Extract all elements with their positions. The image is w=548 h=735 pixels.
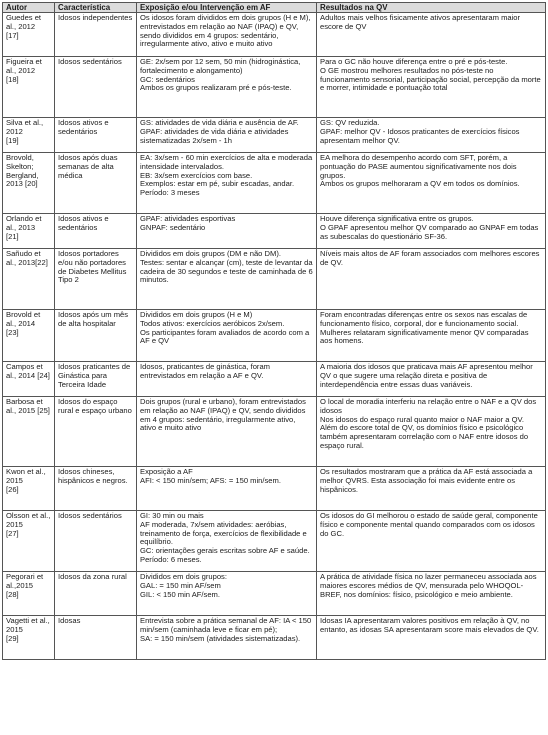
cell-caracteristica (55, 310, 137, 362)
cell-autor (3, 397, 55, 467)
cell-exposicao (137, 511, 317, 572)
cell-line: Orlando et al., 2013 (6, 214, 42, 232)
cell-resultados (317, 13, 546, 57)
cell-line: [29] (6, 633, 19, 643)
cell-exposicao (137, 214, 317, 249)
table-row (3, 153, 546, 214)
cell-resultados (317, 616, 546, 660)
cell-resultados (317, 572, 546, 616)
cell-line: Idosos da zona rural (58, 572, 127, 581)
cell-caracteristica (55, 118, 137, 153)
cell-line: GPAF: atividades de vida diária e atividades sistematizadas 2x/sem - 1h (140, 126, 289, 145)
cell-autor (3, 249, 55, 310)
cell-line: Silva et al., 2012 (6, 118, 44, 136)
cell-line: Divididos em dois grupos (DM e não DM). (140, 249, 281, 258)
table-row (3, 572, 546, 616)
cell-caracteristica (55, 57, 137, 118)
cell-line: Exemplos: estar em pé, subir escadas, andar. (140, 179, 295, 189)
cell-autor (3, 616, 55, 660)
cell-exposicao (137, 467, 317, 511)
cell-line: Foram encontradas diferenças entre os sexos nas escalas de funcionamento físico, corporal, dor e funcionamento social. Mulheres relataram significativamente menor QV comparadas aos homens. (320, 310, 529, 346)
cell-line: [21] (6, 231, 19, 241)
cell-resultados (317, 214, 546, 249)
cell-line: Guedes et al., 2012 (6, 13, 42, 31)
cell-resultados (317, 467, 546, 511)
cell-caracteristica (55, 616, 137, 660)
cell-line: Brovold, Skelton; Bergland, 2013 [20] (6, 153, 39, 189)
cell-autor (3, 13, 55, 57)
cell-line: [26] (6, 484, 19, 494)
cell-resultados (317, 118, 546, 153)
cell-line: [19] (6, 135, 19, 145)
cell-line: [27] (6, 528, 19, 538)
cell-line: Idosos ativos e sedentários (58, 118, 109, 136)
cell-line: GC: orientações gerais escritas sobre AF e saúde. Período: 6 meses. (140, 546, 310, 564)
table-body (3, 13, 546, 660)
cell-resultados (317, 57, 546, 118)
cell-line: Kwon et al., 2015 (6, 467, 46, 485)
cell-autor (3, 118, 55, 153)
cell-autor (3, 511, 55, 572)
table-row (3, 214, 546, 249)
table-row (3, 616, 546, 660)
cell-line: Os resultados mostraram que a prática da AF está associada a melhor QVRS. Esta associação foi mais evidente entre os hispânicos. (320, 467, 533, 494)
cell-line: EA: 3x/sem - 60 min exercícios de alta e moderada intensidade intervalados. (140, 153, 313, 171)
cell-line: Dois grupos (rural e urbano), foram entrevistados em relação ao NAF (IPAQ) e QV, sendo divididos em 4 grupos: sedentário, irregularmente ativo, ativo e muito ativo (140, 397, 306, 433)
cell-line: Idosos ativos e sedentários (58, 214, 109, 232)
cell-caracteristica (55, 572, 137, 616)
cell-line: GNPAF: sedentário (140, 222, 206, 232)
cell-exposicao (137, 572, 317, 616)
cell-line: [28] (6, 589, 19, 599)
table-row (3, 511, 546, 572)
cell-resultados (317, 310, 546, 362)
cell-line: Testes: sentar e alcançar (cm), teste de levantar da cadeira de 30 segundos e teste de caminhada de 6 minutos. (140, 257, 313, 285)
cell-line: Idosos independentes (58, 13, 133, 22)
cell-autor (3, 467, 55, 511)
cell-line: Níveis mais altos de AF foram associados com melhores escores de QV. (320, 249, 540, 267)
cell-exposicao (137, 362, 317, 397)
table-row (3, 118, 546, 153)
cell-line: Figueira et al., 2012 (6, 57, 42, 75)
cell-line: EA melhora do desempenho acordo com SFT, porém, a pontuação do PASE aumentou significativamente nos dois grupos. (320, 153, 517, 180)
header-exposicao: Exposição e/ou Intervenção em AF (137, 3, 317, 13)
cell-exposicao (137, 310, 317, 362)
cell-line: Idosos praticantes de Ginástica para Terceira Idade (58, 362, 131, 389)
cell-line: GE: 2x/sem por 12 sem, 50 min (hidroginástica, fortalecimento e alongamento) (140, 57, 301, 75)
cell-line: AF moderada, 7x/sem atividades: aeróbias, treinamento de força, exercícios de flexibilidade e equilíbrio. (140, 519, 307, 547)
cell-line: Nos idosos do espaço rural quanto maior o NAF maior a QV. (320, 414, 525, 424)
cell-line: GAL: = 150 min AF/sem (140, 580, 221, 590)
cell-line: EB: 3x/sem exercícios com base. (140, 170, 253, 180)
cell-line: Idosos após duas semanas de alta médica (58, 153, 118, 180)
cell-line: Idosos sedentários (58, 57, 122, 66)
cell-autor (3, 310, 55, 362)
cell-line: Vagetti et al., 2015 (6, 616, 50, 634)
cell-exposicao (137, 13, 317, 57)
cell-line: O local de moradia interferiu na relação entre o NAF e a QV dos idosos (320, 397, 537, 415)
table-row (3, 397, 546, 467)
cell-line: Idosos chineses, hispânicos e negros. (58, 467, 128, 485)
cell-line: Todos ativos: exercícios aeróbicos 2x/sem. (140, 318, 285, 328)
cell-exposicao (137, 57, 317, 118)
cell-caracteristica (55, 467, 137, 511)
cell-caracteristica (55, 362, 137, 397)
cell-caracteristica (55, 153, 137, 214)
studies-table (2, 2, 546, 660)
header-row (3, 3, 546, 13)
cell-line: GPAF: melhor QV - Idosos praticantes de exercícios físicos apresentam melhor QV. (320, 126, 520, 145)
cell-caracteristica (55, 214, 137, 249)
cell-line: GC: sedentários (140, 74, 195, 84)
cell-resultados (317, 249, 546, 310)
cell-resultados (317, 511, 546, 572)
cell-line: Divididos em dois grupos: (140, 572, 227, 581)
cell-line: Idosos após um mês de alta hospitalar (58, 310, 129, 328)
cell-line: Campos et al., 2014 [24] (6, 362, 50, 380)
cell-line: AFI: < 150 min/sem; AFS: = 150 min/sem. (140, 475, 281, 485)
cell-line: Idosos portadores e/ou não portadores de Diabetes Mellitus Tipo 2 (58, 249, 127, 285)
cell-caracteristica (55, 13, 137, 57)
cell-exposicao (137, 249, 317, 310)
table-row (3, 13, 546, 57)
cell-line: O GPAF apresentou melhor QV comparado ao GNPAF em todas as subescalas do questionário SF-36. (320, 222, 539, 241)
table-row (3, 362, 546, 397)
cell-autor (3, 572, 55, 616)
cell-line: Sañudo et al., 2013[22] (6, 249, 48, 267)
cell-line: Idosas (58, 616, 81, 625)
table-row (3, 467, 546, 511)
cell-line: GS: atividades de vida diária e ausência de AF. (140, 118, 299, 127)
cell-line: Para o GC não houve diferença entre o pré e pós-teste. (320, 57, 508, 66)
cell-line: A maioria dos idosos que praticava mais AF apresentou melhor QV o que sugere uma relação direta e positiva de interdependência entre essas duas variáveis. (320, 362, 533, 389)
cell-line: Houve diferença significativa entre os grupos. (320, 214, 474, 223)
cell-line: GI: 30 min ou mais (140, 511, 204, 520)
cell-line: Idosos do espaço rural e espaço urbano (58, 397, 132, 415)
cell-resultados (317, 153, 546, 214)
cell-exposicao (137, 153, 317, 214)
cell-caracteristica (55, 249, 137, 310)
cell-line: [17] (6, 30, 19, 40)
cell-line: Os participantes foram avaliados de acordo com a AF e QV (140, 327, 310, 346)
cell-autor (3, 153, 55, 214)
cell-line: Além do escore total de QV, os domínios físico e psicológico também apresentaram correlação com o NAF entre idosos do espaço rural. (320, 423, 529, 450)
cell-line: Os idosos foram divididos em dois grupos (H e M), entrevistados em relação ao NAF (IPAQ) e QV, sendo divididos em 4 grupos: sedentário, irregularmente ativo, ativo e muito ativo (140, 13, 311, 49)
cell-line: SA: = 150 min/sem (atividades sistematizadas). (140, 633, 301, 643)
cell-line: GIL: < 150 min AF/sem. (140, 589, 220, 599)
header-caracteristica: Característica (55, 3, 137, 13)
cell-line: Idosos sedentários (58, 511, 122, 520)
cell-line: Os idosos do GI melhorou o estado de saúde geral, componente físico e componente mental quando comparados com os idosos do GC. (320, 511, 538, 538)
cell-caracteristica (55, 397, 137, 467)
cell-caracteristica (55, 511, 137, 572)
cell-line: Ambos os grupos realizaram pré e pós-teste. (140, 83, 292, 93)
cell-line: Divididos em dois grupos (H e M) (140, 310, 253, 319)
cell-line: Idosas IA apresentaram valores positivos em relação à QV, no entanto, as idosas SA apresentaram score mais elevados de QV. (320, 616, 539, 634)
cell-line: Exposição a AF (140, 467, 193, 476)
table-row (3, 249, 546, 310)
header-autor: Autor (3, 3, 55, 13)
cell-line: O GE mostrou melhores resultados no pós-teste no funcionamento sensorial, participação social, percepção da morte e morrer, intimidade e pontuação total (320, 65, 541, 93)
table-row (3, 57, 546, 118)
cell-line: Brovold et al., 2014 (6, 310, 41, 328)
cell-autor (3, 57, 55, 118)
cell-autor (3, 362, 55, 397)
table-row (3, 310, 546, 362)
cell-line: GPAF: atividades esportivas (140, 214, 236, 223)
cell-resultados (317, 362, 546, 397)
cell-line: Ambos os grupos melhoraram a QV em todos os domínios. (320, 179, 520, 189)
cell-line: Pegorari et al.,2015 (6, 572, 44, 590)
cell-line: Barbosa et al., 2015 [25] (6, 397, 50, 415)
cell-line: [23] (6, 327, 19, 337)
cell-line: Idosos, praticantes de ginástica, foram entrevistados em relação a AF e QV. (140, 362, 271, 380)
cell-line: Período: 3 meses (140, 188, 200, 198)
cell-exposicao (137, 118, 317, 153)
cell-exposicao (137, 616, 317, 660)
cell-resultados (317, 397, 546, 467)
cell-line: GS: QV reduzida. (320, 118, 380, 127)
cell-exposicao (137, 397, 317, 467)
cell-line: Olsson et al., 2015 (6, 511, 51, 529)
header-resultados: Resultados na QV (317, 3, 546, 13)
cell-line: Adultos mais velhos fisicamente ativos apresentaram maior escore de QV (320, 13, 521, 31)
cell-line: Entrevista sobre a prática semanal de AF: IA < 150 min/sem (caminhada leve e ficar em pé); (140, 616, 312, 634)
cell-line: A prática de atividade física no lazer permaneceu associada aos maiores escores médios de QV, mensurada pelo WHOQOL-BREF, nos domínios: físico, psicológico e meio ambiente. (320, 572, 537, 599)
cell-line: [18] (6, 74, 19, 84)
cell-autor (3, 214, 55, 249)
